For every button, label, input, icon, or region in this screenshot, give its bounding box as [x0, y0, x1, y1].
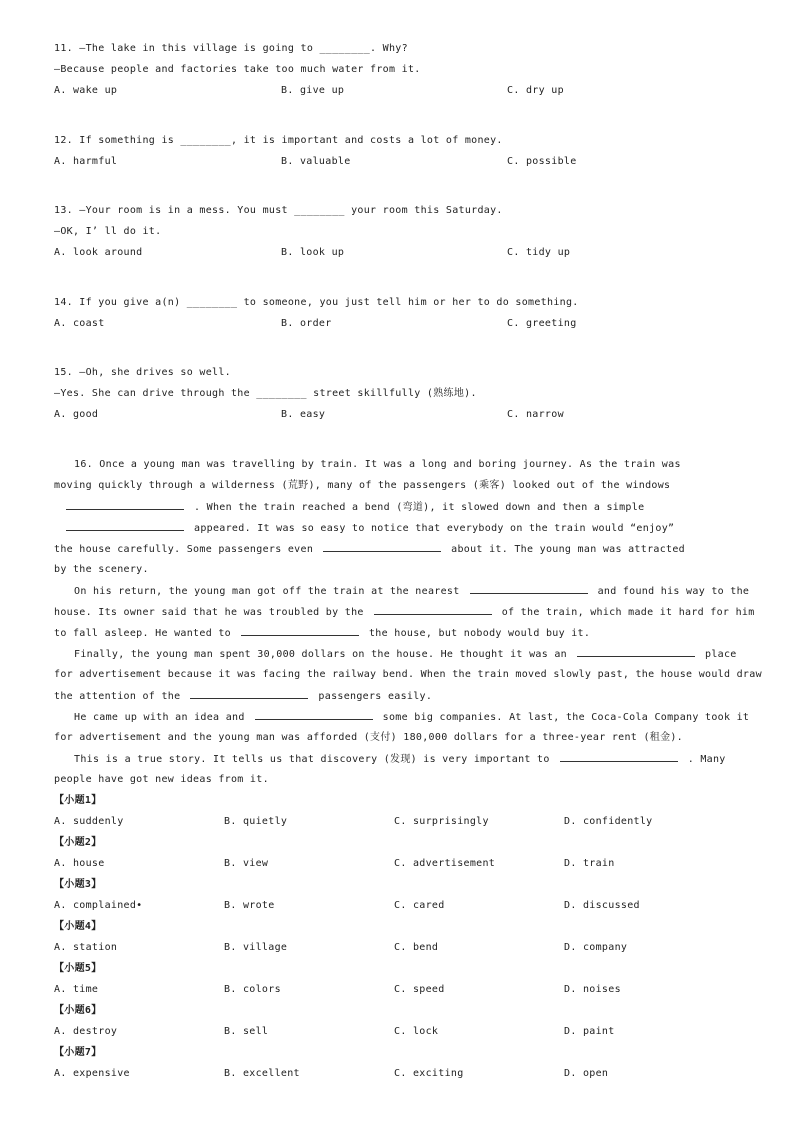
passage-line-1: 16. Once a young man was travelling by train. It was a long and boring journey. As the train was — [74, 459, 681, 470]
subquestion-7-tag: 【小题7】 — [54, 1047, 102, 1058]
subquestion-5-option-a: A. time — [54, 984, 99, 995]
question-14-option-a: A. coast — [54, 318, 105, 329]
question-15-option-a: A. good — [54, 409, 99, 420]
question-11-line-2: —Because people and factories take too much water from it. — [54, 64, 421, 75]
passage-line-15 — [54, 752, 754, 767]
passage-line-10-text-a: Finally, the young man spent 30,000 dollars on the house. He thought it was an — [74, 649, 567, 660]
passage-line-13 — [54, 710, 754, 725]
passage-line-5-text-a: the house carefully. Some passengers even — [54, 544, 314, 555]
passage-line-6: by the scenery. — [54, 564, 149, 575]
passage-line-8 — [54, 605, 755, 620]
question-14-line-1: 14. If you give a(n) ________ to someone, you just tell him or her to do something. — [54, 297, 579, 308]
subquestion-3-option-a: A. complained• — [54, 900, 143, 911]
passage-line-5-text-b: about it. The young man was attracted — [451, 544, 685, 555]
passage-line-16: people have got new ideas from it. — [54, 774, 269, 785]
blank-7[interactable] — [577, 647, 695, 657]
subquestion-5-option-b: B. colors — [224, 984, 281, 995]
passage-line-4 — [54, 521, 736, 536]
blank-6[interactable] — [241, 626, 359, 636]
subquestion-4-tag: 【小题4】 — [54, 921, 102, 932]
question-11-option-a: A. wake up — [54, 85, 118, 96]
question-12-option-b: B. valuable — [281, 156, 351, 167]
question-14-option-c: C. greeting — [507, 318, 577, 329]
subquestion-6-option-c: C. lock — [394, 1026, 439, 1037]
passage-line-10-text-b: place — [705, 649, 737, 660]
passage-line-10 — [54, 647, 754, 662]
passage-line-12-text-a: the attention of the — [54, 691, 181, 702]
passage-line-12 — [54, 689, 734, 704]
subquestion-5-tag: 【小题5】 — [54, 963, 102, 974]
subquestion-4-option-a: A. station — [54, 942, 118, 953]
question-13-line-1: 13. —Your room is in a mess. You must ________ your room this Saturday. — [54, 205, 503, 216]
blank-4[interactable] — [470, 584, 588, 594]
passage-line-2: moving quickly through a wilderness (荒野), many of the passengers (乘客) looked out of the windows — [54, 480, 671, 491]
blank-5[interactable] — [374, 605, 492, 615]
passage-line-12-text-b: passengers easily. — [318, 691, 433, 702]
question-13-line-2: —OK, I’ ll do it. — [54, 226, 162, 237]
subquestion-3-option-b: B. wrote — [224, 900, 275, 911]
passage-line-13-text-b: some big companies. At last, the Coca-Cola Company took it — [382, 712, 750, 723]
subquestion-3-option-c: C. cared — [394, 900, 445, 911]
subquestion-5-option-d: D. noises — [564, 984, 621, 995]
question-13-option-b: B. look up — [281, 247, 345, 258]
passage-line-8-text-b: of the train, which made it hard for him — [501, 607, 755, 618]
subquestion-1-option-c: C. surprisingly — [394, 816, 489, 827]
subquestion-2-option-c: C. advertisement — [394, 858, 496, 869]
subquestion-3-option-d: D. discussed — [564, 900, 640, 911]
passage-line-11: for advertisement because it was facing the railway bend. When the train moved slowly past, the house would draw — [54, 669, 762, 680]
subquestion-6-tag: 【小题6】 — [54, 1005, 102, 1016]
blank-1[interactable] — [66, 500, 184, 510]
subquestion-7-option-b: B. excellent — [224, 1068, 300, 1079]
question-15-option-b: B. easy — [281, 409, 326, 420]
passage-line-3 — [54, 500, 736, 515]
subquestion-6-option-b: B. sell — [224, 1026, 269, 1037]
subquestion-2-option-a: A. house — [54, 858, 105, 869]
subquestion-4-option-b: B. village — [224, 942, 288, 953]
blank-2[interactable] — [66, 521, 184, 531]
question-13-option-a: A. look around — [54, 247, 143, 258]
blank-9[interactable] — [255, 710, 373, 720]
passage-line-7 — [54, 584, 754, 599]
passage-line-9-text-a: to fall asleep. He wanted to — [54, 628, 231, 639]
passage-line-13-text-a: He came up with an idea and — [74, 712, 245, 723]
question-12-line-1: 12. If something is ________, it is important and costs a lot of money. — [54, 135, 503, 146]
subquestion-2-option-b: B. view — [224, 858, 269, 869]
question-12-option-c: C. possible — [507, 156, 577, 167]
question-11-line-1: 11. —The lake in this village is going to ________. Why? — [54, 43, 408, 54]
subquestion-1-option-a: A. suddenly — [54, 816, 124, 827]
subquestion-7-option-a: A. expensive — [54, 1068, 130, 1079]
passage-line-5 — [54, 542, 734, 557]
subquestion-1-option-b: B. quietly — [224, 816, 288, 827]
subquestion-6-option-d: D. paint — [564, 1026, 615, 1037]
question-15-line-1: 15. —Oh, she drives so well. — [54, 367, 231, 378]
passage-line-14: for advertisement and the young man was afforded (支付) 180,000 dollars for a three-year rent (租金). — [54, 732, 684, 743]
passage-line-8-text-a: house. Its owner said that he was troubled by the — [54, 607, 364, 618]
passage-line-7-text-a: On his return, the young man got off the train at the nearest — [74, 586, 460, 597]
question-13-option-c: C. tidy up — [507, 247, 571, 258]
blank-8[interactable] — [190, 689, 308, 699]
question-15-line-2: —Yes. She can drive through the ________ street skillfully (熟练地). — [54, 388, 477, 399]
subquestion-4-option-c: C. bend — [394, 942, 439, 953]
passage-line-3-text: . When the train reached a bend (弯道), it slowed down and then a simple — [194, 502, 645, 513]
passage-line-4-text: appeared. It was so easy to notice that everybody on the train would “enjoy” — [194, 523, 675, 534]
subquestion-2-tag: 【小题2】 — [54, 837, 102, 848]
question-14-option-b: B. order — [281, 318, 332, 329]
passage-line-15-text-a: This is a true story. It tells us that discovery (发现) is very important to — [74, 754, 550, 765]
question-11-option-c: C. dry up — [507, 85, 564, 96]
subquestion-7-option-c: C. exciting — [394, 1068, 464, 1079]
subquestion-2-option-d: D. train — [564, 858, 615, 869]
passage-line-15-text-b: . Many — [687, 754, 726, 765]
subquestion-6-option-a: A. destroy — [54, 1026, 118, 1037]
question-15-option-c: C. narrow — [507, 409, 564, 420]
passage-line-9 — [54, 626, 734, 641]
subquestion-3-tag: 【小题3】 — [54, 879, 102, 890]
subquestion-1-option-d: D. confidently — [564, 816, 653, 827]
blank-3[interactable] — [323, 542, 441, 552]
question-11-option-b: B. give up — [281, 85, 345, 96]
passage-line-9-text-b: the house, but nobody would buy it. — [368, 628, 591, 639]
blank-10[interactable] — [560, 752, 678, 762]
subquestion-7-option-d: D. open — [564, 1068, 609, 1079]
subquestion-1-tag: 【小题1】 — [54, 795, 102, 806]
subquestion-5-option-c: C. speed — [394, 984, 445, 995]
subquestion-4-option-d: D. company — [564, 942, 628, 953]
question-12-option-a: A. harmful — [54, 156, 118, 167]
passage-line-7-text-b: and found his way to the — [597, 586, 750, 597]
